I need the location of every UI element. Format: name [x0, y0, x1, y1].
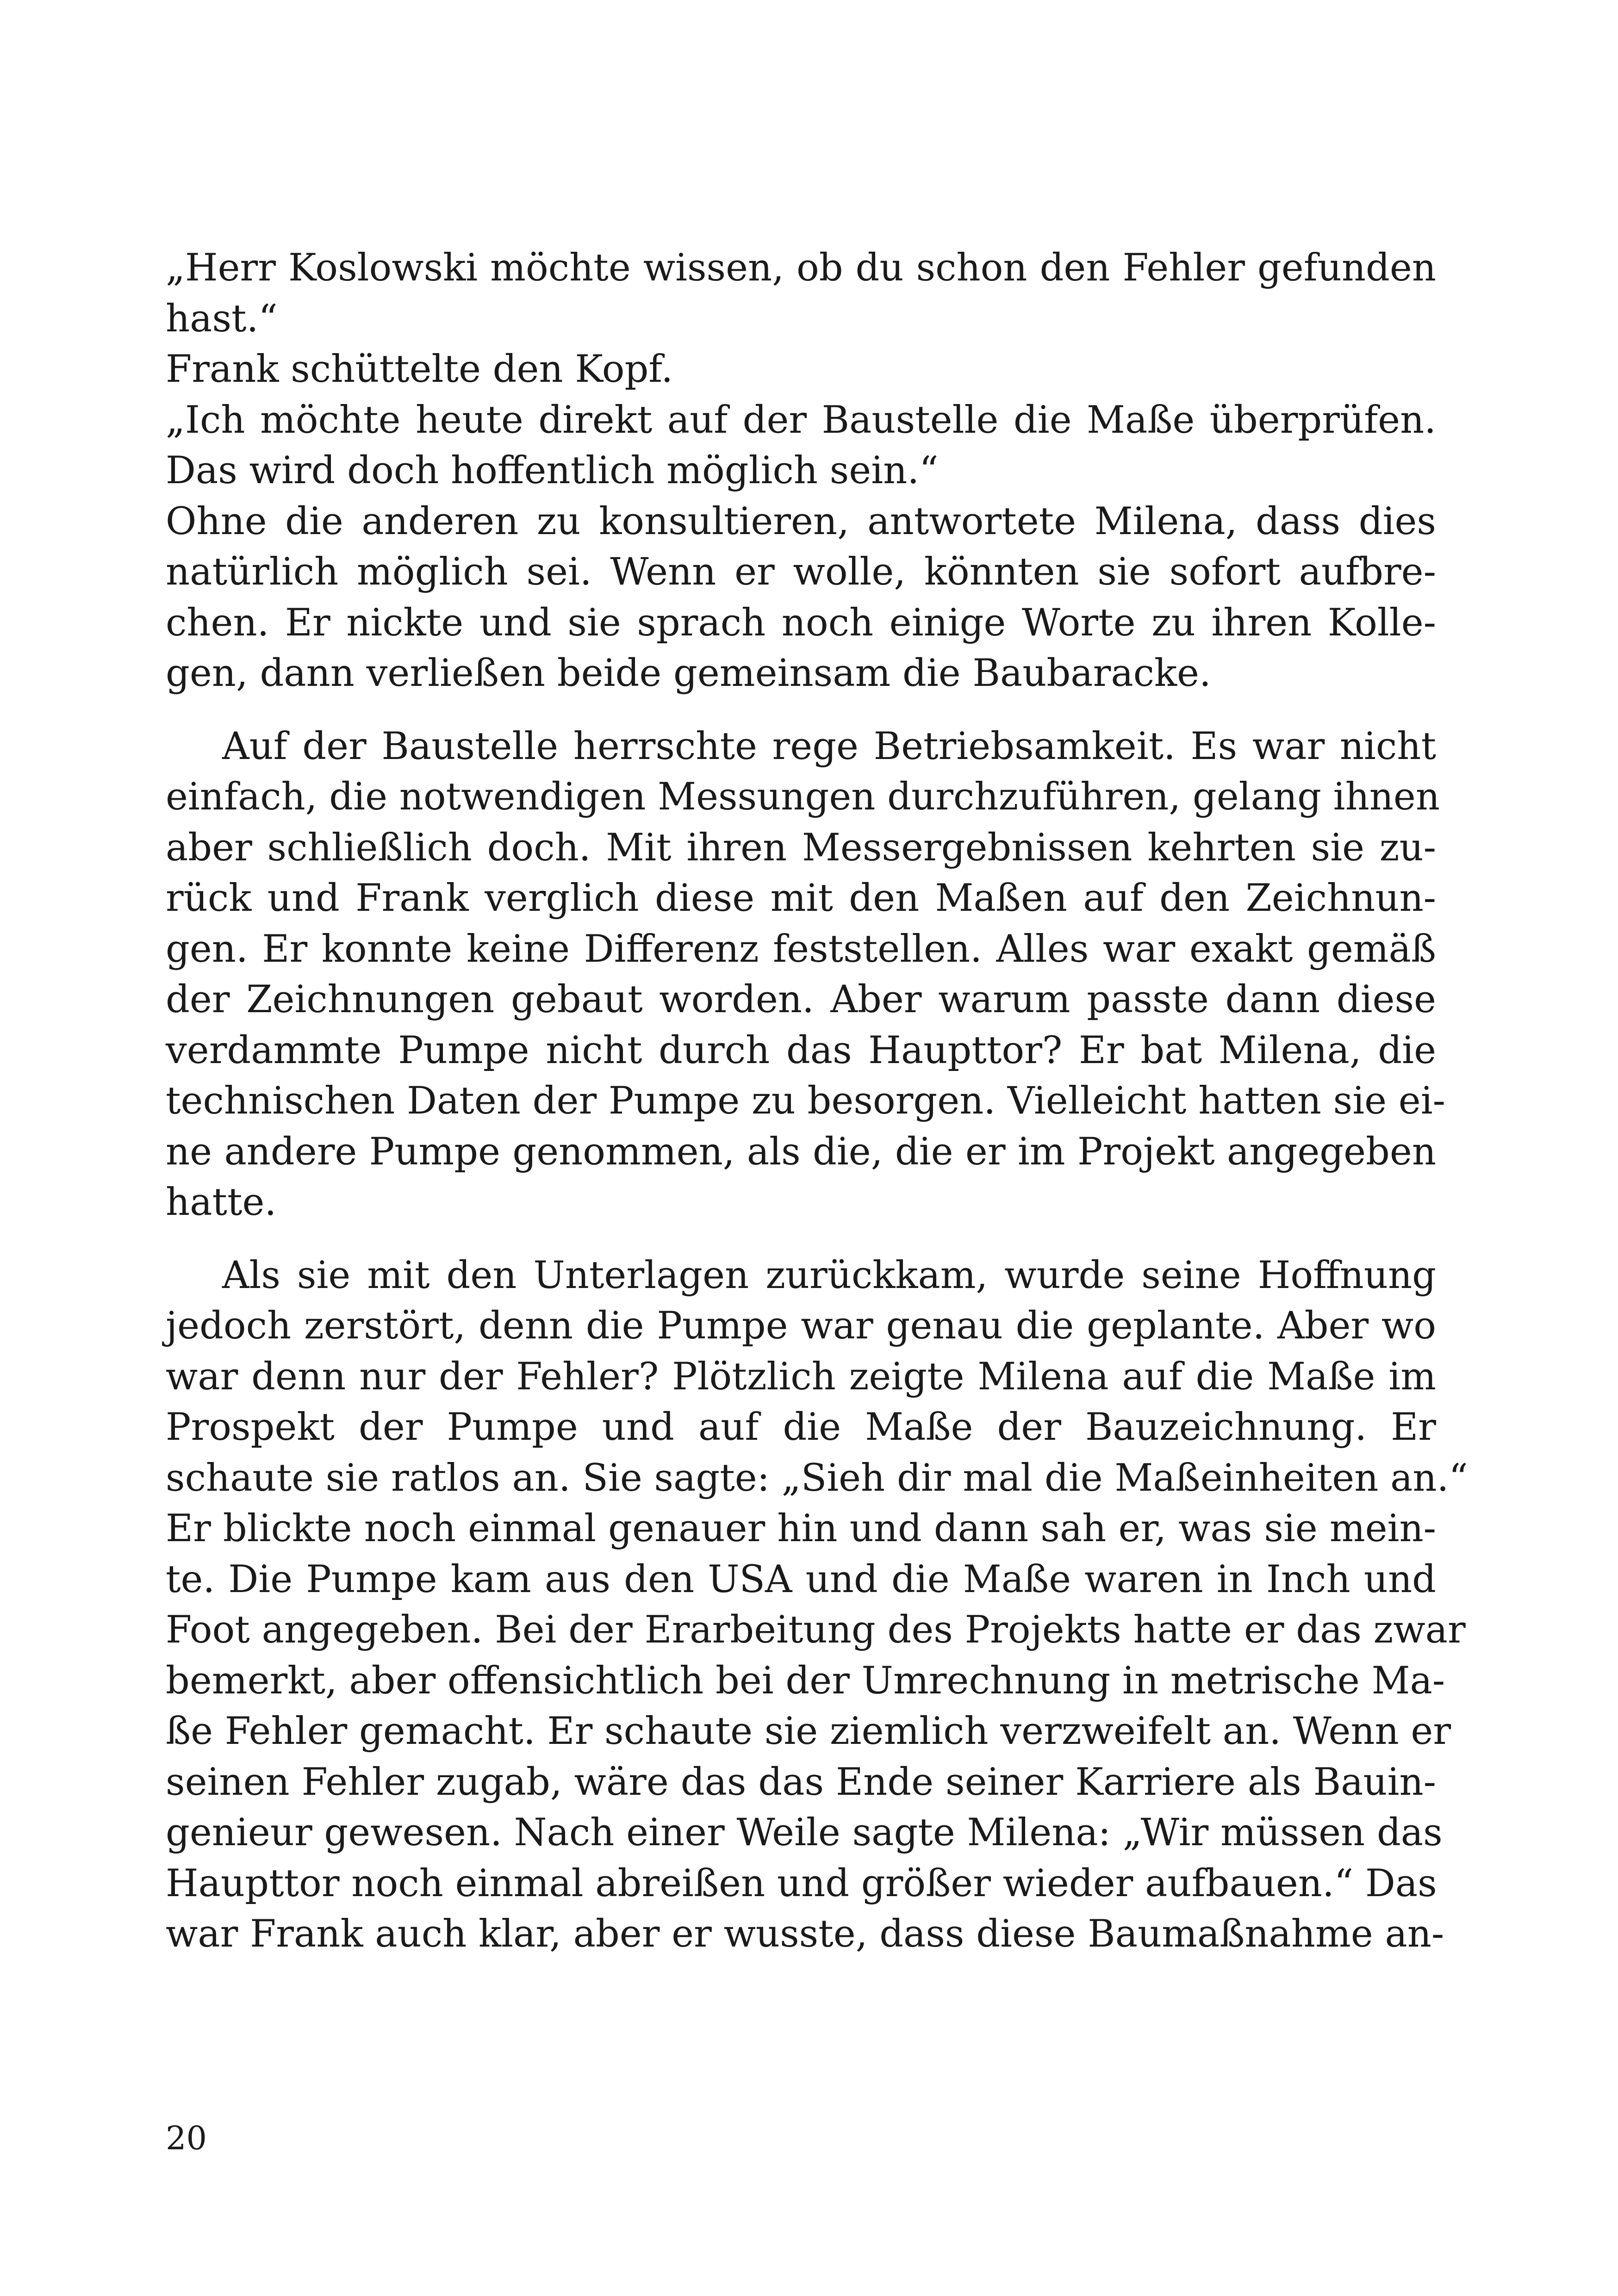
text-line: aber schließlich doch. Mit ihren Messergebnissen kehrten sie zu-	[166, 826, 1436, 870]
text-line: Als sie mit den Unterlagen zurückkam, wurde seine Hoffnung	[222, 1253, 1436, 1297]
text-line: hatte.	[166, 1181, 277, 1224]
text-line: Haupttor noch einmal abreißen und größer wieder aufbauen.“ Das	[166, 1861, 1437, 1905]
text-line: war denn nur der Fehler? Plötzlich zeigte Milena auf die Maße im	[166, 1355, 1436, 1399]
text-line: der Zeichnungen gebaut worden. Aber warum passte dann diese	[166, 978, 1436, 1021]
text-line: Prospekt der Pumpe und auf die Maße der Bauzeichnung. Er	[166, 1406, 1436, 1449]
text-line: rück und Frank verglich diese mit den Maßen auf den Zeichnun-	[166, 877, 1436, 920]
text-line: „Ich möchte heute direkt auf der Baustelle die Maße überprüfen.	[166, 398, 1436, 442]
text-line: ße Fehler gemacht. Er schaute sie ziemlich verzweifelt an. Wenn er	[166, 1710, 1451, 1753]
text-line: „Herr Koslowski möchte wissen, ob du schon den Fehler gefunden	[166, 246, 1436, 290]
paragraph-gap	[166, 699, 1436, 722]
text-line: technischen Daten der Pumpe zu besorgen. Vielleicht hatten sie ei-	[166, 1079, 1445, 1123]
page-number: 20	[166, 2119, 207, 2157]
text-line: Frank schüttelte den Kopf.	[166, 348, 673, 391]
paragraph	[166, 1251, 1468, 1960]
text-line: Das wird doch hoffentlich möglich sein.“	[166, 449, 939, 492]
body-text	[166, 243, 1468, 1960]
text-line: genieur gewesen. Nach einer Weile sagte Milena: „Wir müssen das	[166, 1811, 1443, 1854]
text-line: bemerkt, aber offensichtlich bei der Umrechnung in metrische Ma-	[166, 1659, 1445, 1703]
text-line: chen. Er nickte und sie sprach noch einige Worte zu ihren Kolle-	[166, 601, 1436, 645]
text-line: jedoch zerstört, denn die Pumpe war genau die geplante. Aber wo	[166, 1304, 1436, 1348]
text-line: schaute sie ratlos an. Sie sagte: „Sieh dir mal die Maßeinheiten an.“	[166, 1456, 1468, 1500]
text-line: natürlich möglich sei. Wenn er wolle, könnten sie sofort aufbre-	[166, 550, 1436, 594]
paragraph	[166, 243, 1436, 699]
text-line: gen, dann verließen beide gemeinsam die Baubaracke.	[166, 652, 1211, 695]
text-line: te. Die Pumpe kam aus den USA und die Maße waren in Inch und	[166, 1557, 1436, 1601]
text-line: ne andere Pumpe genommen, als die, die er im Projekt angegeben	[166, 1130, 1436, 1174]
text-line: Er blickte noch einmal genauer hin und dann sah er, was sie mein-	[166, 1507, 1436, 1550]
text-line: einfach, die notwendigen Messungen durchzuführen, gelang ihnen	[166, 775, 1440, 819]
paragraph	[166, 722, 1445, 1228]
paragraph-gap	[166, 1228, 1436, 1251]
text-line: Auf der Baustelle herrschte rege Betriebsamkeit. Es war nicht	[222, 724, 1436, 768]
text-line: war Frank auch klar, aber er wusste, dass diese Baumaßnahme an-	[166, 1912, 1444, 1956]
text-line: Ohne die anderen zu konsultieren, antwortete Milena, dass dies	[166, 499, 1436, 543]
text-line: verdammte Pumpe nicht durch das Haupttor? Er bat Milena, die	[166, 1028, 1436, 1072]
text-line: gen. Er konnte keine Differenz feststellen. Alles war exakt gemäß	[166, 927, 1436, 971]
text-line: hast.“	[166, 297, 278, 341]
text-line: seinen Fehler zugab, wäre das das Ende seiner Karriere als Bauin-	[166, 1760, 1436, 1804]
text-line: Foot angegeben. Bei der Erarbeitung des Projekts hatte er das zwar	[166, 1608, 1466, 1652]
